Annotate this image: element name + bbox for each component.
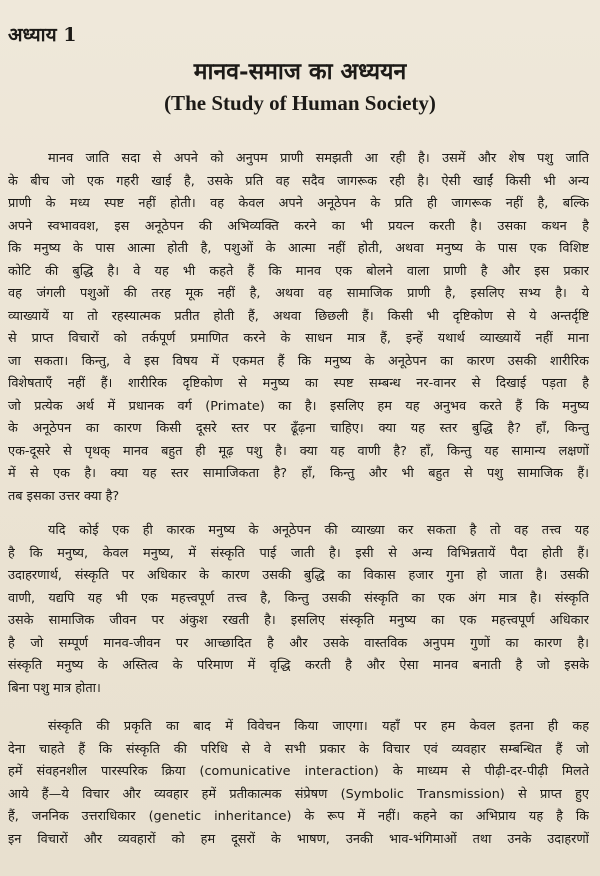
text-line: आये हैं—ये विचार और व्यवहार हमें प्रतीकात्मक संप्रेषण (Symbolic Transmission) से प्राप्त हुए (8, 786, 589, 802)
text-line: से प्राप्त विचारों को तर्कपूर्ण प्रमाणित करने के साधन मात्र हैं, इन्हें यथार्थ व्याख्यायें नहीं माना (8, 331, 589, 346)
text-line: कि मनुष्य के पास आत्मा होती है, पशुओं के आत्मा नहीं होती, अथवा मनुष्य के पास एक विशिष्ट (8, 241, 589, 256)
text-line: व्याख्यायें या तो रहस्यात्मक प्रतीत होती हैं, अथवा छिछली हैं। किसी भी दृष्टिकोण से ये अन्तर्दृष्टि (8, 308, 589, 324)
text-line: में से एक है। क्या यह स्तर सामाजिकता है? हाँ, किन्तु और भी बहुत से पशु सामाजिक हैं। (8, 466, 589, 481)
paragraph-2 (8, 520, 589, 700)
text-line: देना चाहते हैं कि संस्कृति की परिधि से वे सभी प्रकार के विचार एवं व्यवहार सम्बन्धित हैं जो (8, 741, 589, 757)
text-line: जो प्रत्येक अर्थ में प्रधानक वर्ग (Primate) का है। इसलिए हम यह अनुभव करते हैं कि मनुष्य (8, 398, 589, 414)
text-line: हैं, जननिक उत्तराधिकार (genetic inheritance) के रूप में नहीं। कहने का अभिप्राय यह है कि (8, 809, 589, 824)
text-line: संस्कृति मनुष्य के अस्तित्व के परिमाण में वृद्धि करती है और ऐसा मानव बनाती है जो इसके (8, 658, 589, 673)
text-line: इन विचारों और व्यवहारों को हम दूसरों के भाषण, उनकी भाव-भंगिमाओं तथा उनके उदाहरणों (8, 831, 589, 847)
paragraph-1 (8, 148, 589, 508)
text-line: हमें संवहनशील पारस्परिक क्रिया (comunicative interaction) के माध्यम से पीढ़ी-दर-पीढ़ी मिलते (8, 764, 589, 779)
chapter-label: अध्याय 1 (8, 24, 77, 46)
text-line: के बीच जो एक गहरी खाई है, उसके प्रति वह सदैव जागरूक रही है। ऐसी खाईं किसी भी अन्य (8, 173, 589, 189)
chapter-title-english: (The Study of Human Society) (164, 91, 436, 115)
text-line: विशेषताएँ नहीं हैं। शारीरिक दृष्टिकोण से मनुष्य का स्पष्ट सम्बन्ध नर-वानर से दिखाई पड़ता है (8, 376, 589, 391)
text-line: जा सकता। किन्तु, वे इस विषय में एकमत हैं कि मनुष्य के अनूठेपन का कारण उसकी शारीरिक (8, 353, 589, 369)
chapter-title-hindi: मानव-समाज का अध्ययन (193, 58, 407, 85)
text-line: के अनूठेपन का कारण किसी दूसरे स्तर पर ढूँढ़ना चाहिए। क्या यह स्तर बुद्धि है? हाँ, किन्तु (8, 421, 589, 436)
text-line: उदाहरणार्थ, संस्कृति पर अधिकार के कारण उसकी बुद्धि का विकास हजार गुना हो जाता है। उसकी (8, 568, 589, 583)
text-line: बिना पशु मात्र होता। (8, 680, 101, 696)
paragraph-3 (8, 716, 589, 851)
text-line: मानव जाति सदा से अपने को अनुपम प्राणी समझती आ रही है। उसमें और शेष पशु जाति (48, 151, 589, 166)
text-line: है जो सम्पूर्ण मानव-जीवन पर आच्छादित है और उसके वास्तविक अनुपम गुणों का कारण है। (8, 635, 589, 651)
text-line: वह जंगली पशुओं की तरह मूक नहीं है, अथवा वह सामाजिक प्राणी है, इसलिए सभ्य है। ये (8, 286, 589, 301)
text-line: है कि मनुष्य, केवल मनुष्य, में संस्कृति पाई जाती है। इसी से अन्य विभिन्नतायें पैदा होती हैं। (8, 545, 589, 561)
text-line: एक-दूसरे से पृथक् मानव बहुत ही मूढ़ पशु है। क्या यह वाणी है? हाँ, किन्तु यह सामान्य लक्षणों (8, 443, 589, 459)
text-line: अपने स्वभाववश, इस अनूठेपन की अभिव्यक्ति करने का भी प्रयत्न करती है। उसका कथन है (8, 218, 589, 234)
text-line: उसके सामाजिक जीवन पर अंकुश रखती है। इसलिए संस्कृति मनुष्य का एक महत्त्वपूर्ण अधिकार (8, 613, 589, 628)
text-line: संस्कृति की प्रकृति का बाद में विवेचन किया जाएगा। यहाँ पर हम केवल इतना ही कह (48, 719, 589, 734)
text-line: कोटि की बुद्धि है। वे यह भी कहते हैं कि मानव एक बोलने वाला प्राणी है और इस प्रकार (8, 263, 589, 279)
text-line: प्राणी के मध्य स्पष्ट नहीं होती। वह केवल अपने अनूठेपन के प्रति ही जागरूक नहीं है, बल्कि (8, 196, 589, 211)
text-line: वाणी, यद्यपि यह भी एक महत्त्वपूर्ण तत्त्व है, किन्तु उसकी संस्कृति का एक अंग मात्र है। संस्कृति (8, 590, 589, 606)
text-line: तब इसका उत्तर क्या है? (8, 488, 120, 504)
text-line: यदि कोई एक ही कारक मनुष्य के अनूठेपन की व्याख्या कर सकता है तो वह तत्त्व यह (48, 523, 589, 538)
